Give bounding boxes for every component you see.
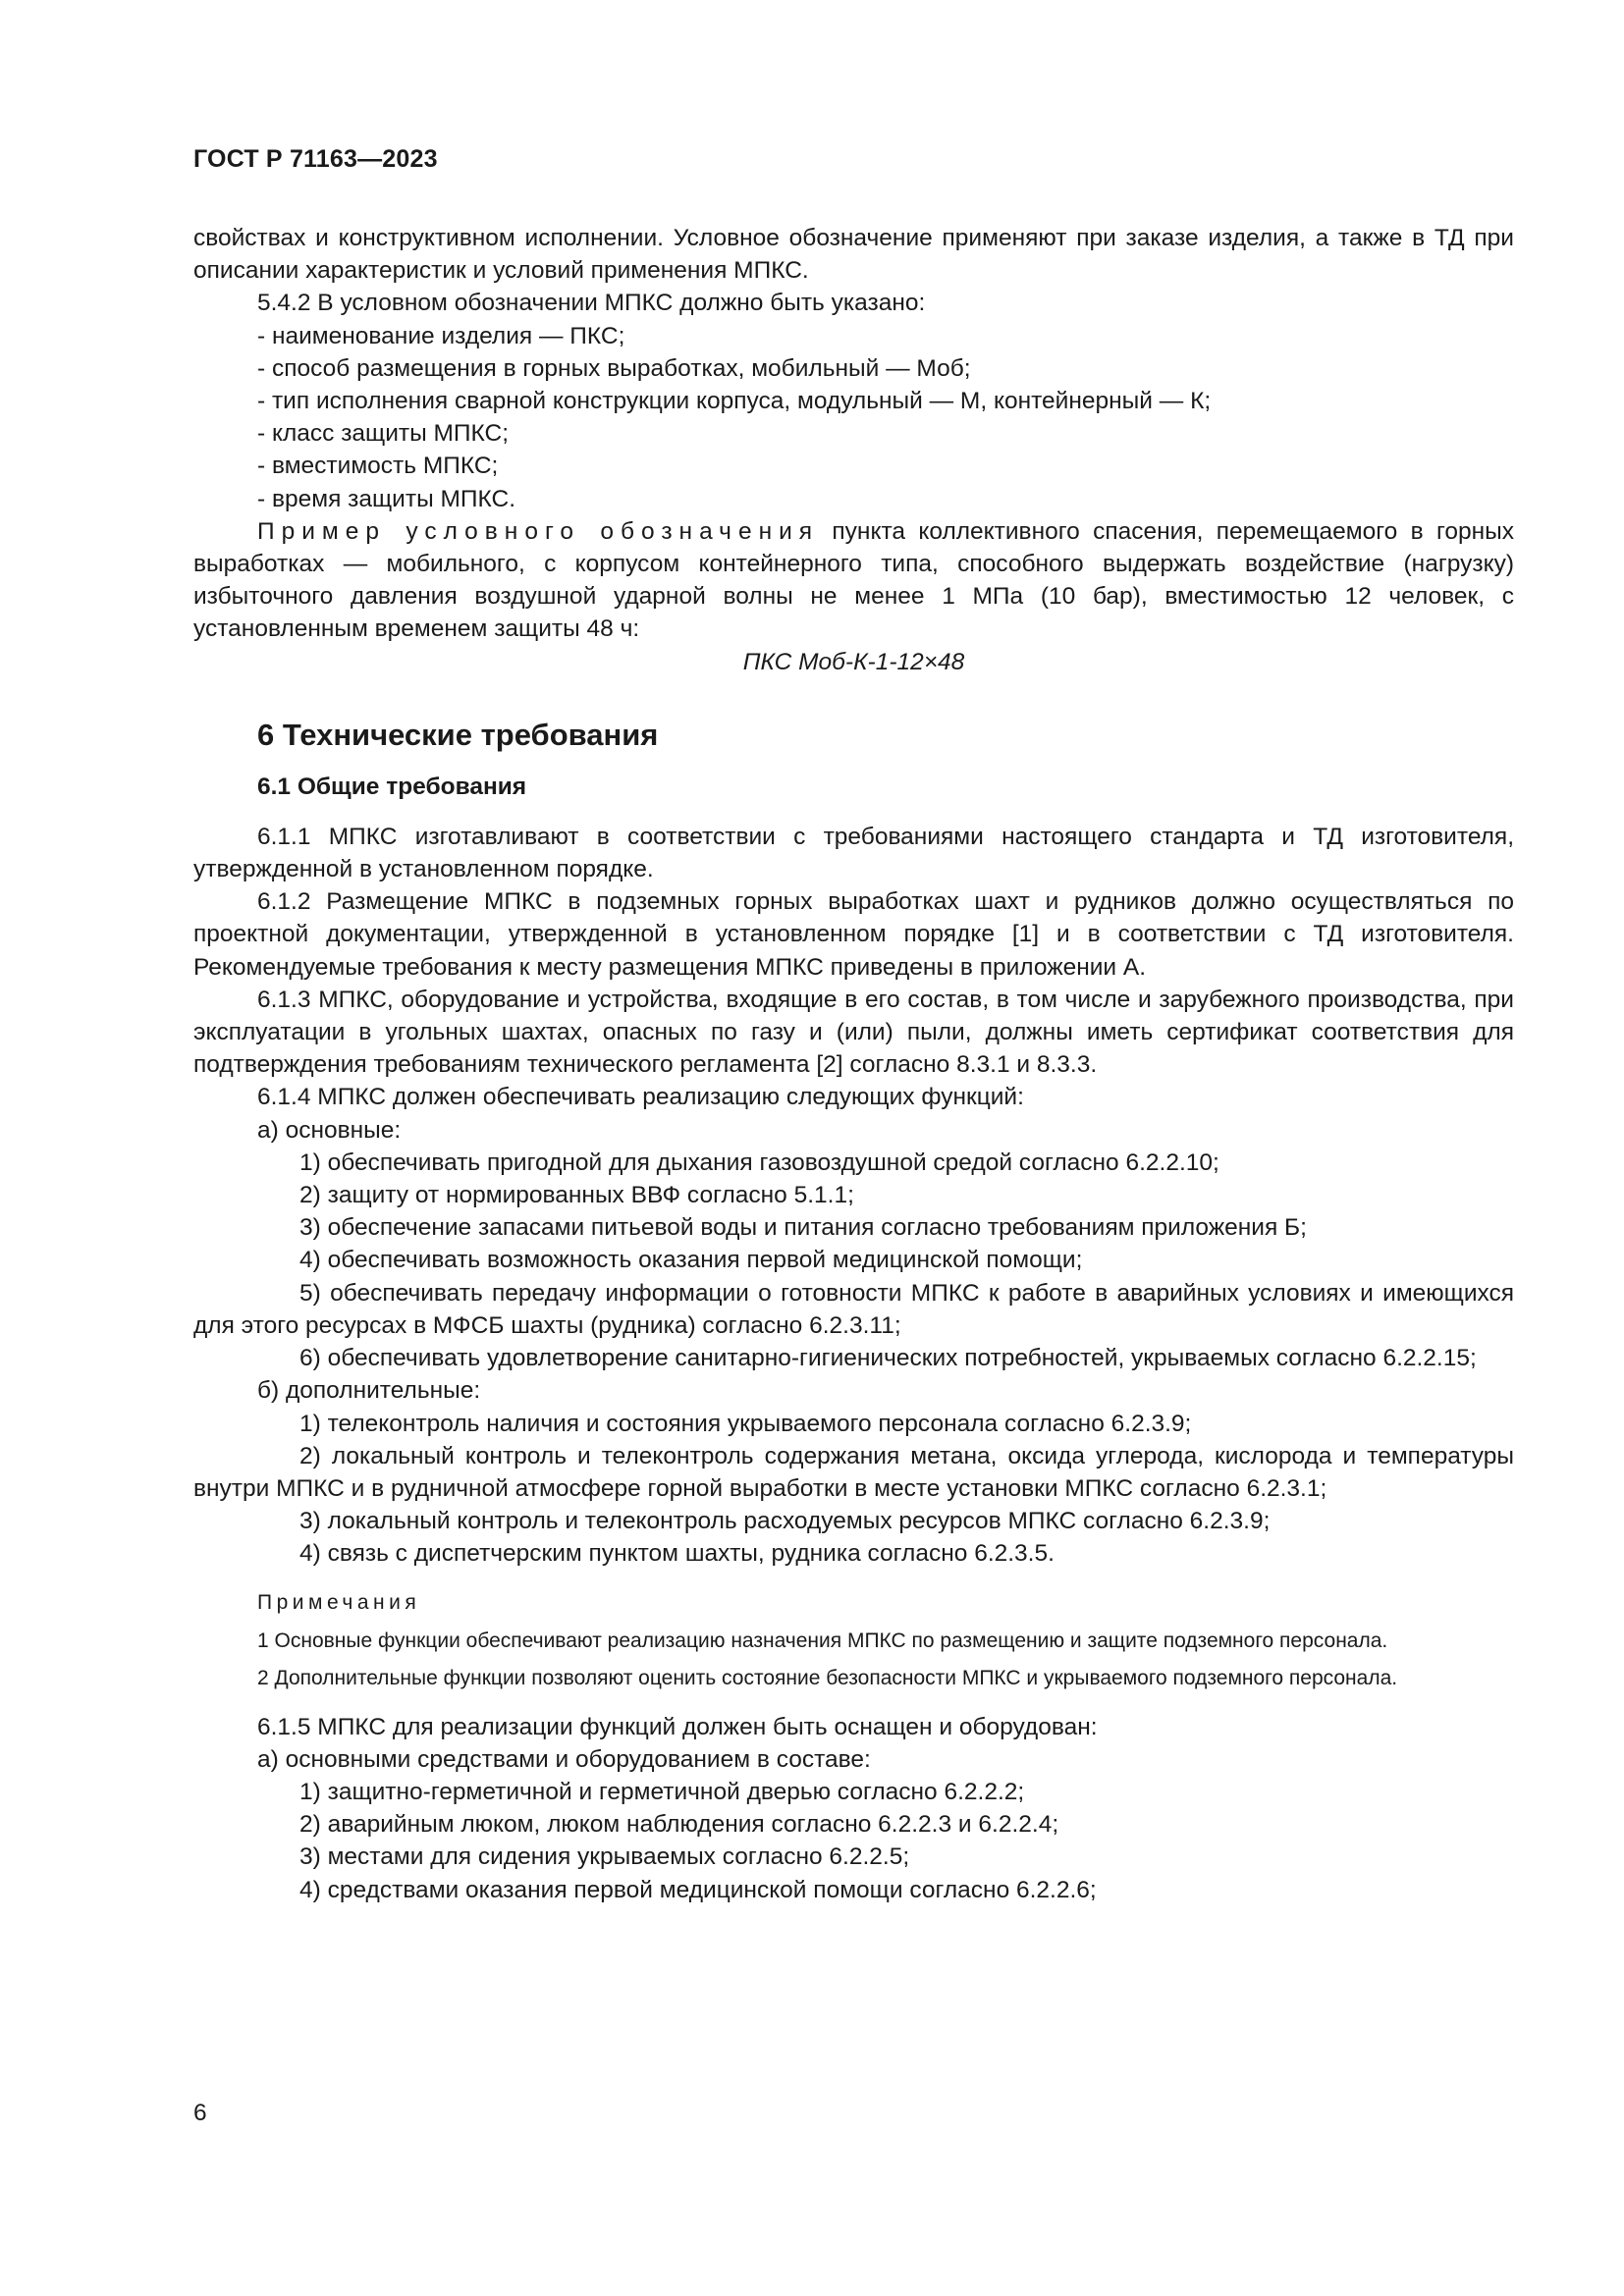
clause-6-1-2: 6.1.2 Размещение МПКС в подземных горных выработках шахт и рудников должно осуществляться по проектной документации, утвержденной в установленном порядке [1] и в соответствии с ТД изготовителя. Рекомендуемые требования к месту размещения МПКС приведены в приложении А. (193, 888, 1514, 981)
list-item: 3) локальный контроль и телеконтроль расходуемых ресурсов МПКС согласно 6.2.3.9; (299, 1508, 1271, 1535)
example-text: пункта коллективного спасения, перемещаемого в горных выработках — мобильного, с корпусом контейнерного типа, способного выдержать воздействие (нагрузку) избыточного давления воздушной ударной волны не менее 1 МПа (10 бар), вместимостью 12 человек, с установленным временем защиты 48 ч: (193, 517, 1514, 643)
list-item: - класс защиты МПКС; (257, 420, 510, 448)
subsection-title: 6.1 Общие требования (257, 773, 527, 800)
list-item: 4) связь с диспетчерским пунктом шахты, рудника согласно 6.2.3.5. (299, 1540, 1055, 1568)
note-item: 2 Дополнительные функции позволяют оценить состояние безопасности МПКС и укрываемого подземного персонала. (257, 1667, 1398, 1690)
list-item: 1) телеконтроль наличия и состояния укрываемого персонала согласно 6.2.3.9; (299, 1410, 1192, 1437)
continued-paragraph: свойствах и конструктивном исполнении. Условное обозначение применяют при заказе изделия, а также в ТД при описании характеристик и условий применения МПКС. (193, 225, 1514, 285)
example-designation: ПКС Моб-К-1-12×48 (742, 648, 965, 675)
list-item: 2) локальный контроль и телеконтроль содержания метана, оксида углерода, кислорода и температуры внутри МПКС и в рудничной атмосфере горной выработки в месте установки МПКС согласно 6.2.3.1; (193, 1442, 1514, 1502)
document-header: ГОСТ Р 71163—2023 (193, 145, 438, 173)
list-item: 3) обеспечение запасами питьевой воды и питания согласно требованиям приложения Б; (299, 1214, 1307, 1242)
list-item: 4) обеспечивать возможность оказания первой медицинской помощи; (299, 1247, 1083, 1274)
list-item: - способ размещения в горных выработках, мобильный — Моб; (257, 354, 971, 382)
clause-5-4-2: 5.4.2 В условном обозначении МПКС должно быть указано: (257, 290, 926, 317)
list-item: 6) обеспечивать удовлетворение санитарно-гигиенических потребностей, укрываемых согласно 6.2.2.15; (299, 1345, 1477, 1372)
list-item: 2) аварийным люком, люком наблюдения согласно 6.2.2.3 и 6.2.2.4; (299, 1811, 1059, 1839)
list-item: - тип исполнения сварной конструкции корпуса, модульный — М, контейнерный — К; (257, 388, 1212, 415)
section-title: 6 Технические требования (257, 717, 659, 752)
list-item: - время защиты МПКС. (257, 485, 516, 512)
clause-6-1-5: 6.1.5 МПКС для реализации функций должен быть оснащен и оборудован: (257, 1713, 1098, 1740)
page-number: 6 (193, 2100, 207, 2126)
list-item: - наименование изделия — ПКС; (257, 322, 625, 349)
example-paragraph (193, 515, 1514, 646)
list-item: 4) средствами оказания первой медицинской помощи согласно 6.2.2.6; (299, 1876, 1097, 1903)
list-item: - вместимость МПКС; (257, 453, 499, 480)
example-label: Пример условного обозначения (257, 517, 820, 545)
list-group-label: б) дополнительные: (257, 1377, 481, 1405)
note-item: 1 Основные функции обеспечивают реализацию назначения МПКС по размещению и защите подземного персонала. (257, 1629, 1388, 1652)
clause-6-1-4: 6.1.4 МПКС должен обеспечивать реализацию следующих функций: (257, 1084, 1024, 1111)
list-item: 2) защиту от нормированных ВВФ согласно 5.1.1; (299, 1182, 854, 1209)
list-item: 1) обеспечивать пригодной для дыхания газовоздушной средой согласно 6.2.2.10; (299, 1148, 1219, 1176)
clause-6-1-1: 6.1.1 МПКС изготавливают в соответствии с требованиями настоящего стандарта и ТД изготовителя, утвержденной в установленном порядке. (193, 823, 1514, 883)
notes-title: Примечания (257, 1590, 421, 1614)
clause-6-1-3: 6.1.3 МПКС, оборудование и устройства, входящие в его состав, в том числе и зарубежного производства, при эксплуатации в угольных шахтах, опасных по газу и (или) пыли, должны иметь сертификат соответствия для подтверждения требованиям технического регламента [2] согласно 8.3.1 и 8.3.3. (193, 986, 1514, 1079)
list-item: 5) обеспечивать передачу информации о готовности МПКС к работе в аварийных условиях и имеющихся для этого ресурсах в МФСБ шахты (рудника) согласно 6.2.3.11; (193, 1279, 1514, 1339)
page-body (193, 222, 1514, 1906)
list-item: 3) местами для сидения укрываемых согласно 6.2.2.5; (299, 1843, 910, 1871)
list-group-label: а) основные: (257, 1116, 402, 1144)
list-item: 1) защитно-герметичной и герметичной дверью согласно 6.2.2.2; (299, 1778, 1025, 1805)
list-group-label: а) основными средствами и оборудованием в составе: (257, 1745, 871, 1773)
